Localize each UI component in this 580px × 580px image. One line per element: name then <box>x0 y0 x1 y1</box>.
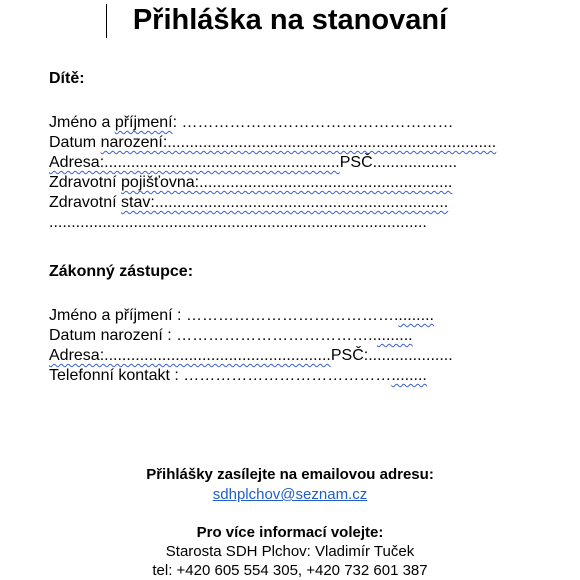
info-label: Pro více informací volejte: <box>196 524 384 541</box>
guardian-section-heading: Zákonný zástupce: <box>49 263 194 280</box>
child-insurance-field[interactable]: Zdravotní pojišťovna:......................................................... <box>49 174 453 191</box>
guardian-name-field[interactable]: Jméno a příjmení : …………………………………......... <box>49 307 434 324</box>
guardian-birthdate-field[interactable]: Datum narození : ……………………………….......... <box>49 327 413 344</box>
child-health-field[interactable]: Zdravotní stav:.................................................................. <box>49 194 449 211</box>
contact-phones: tel: +420 605 554 305, +420 732 601 387 <box>152 562 428 579</box>
child-health-extra-line[interactable]: ..................................................................................... <box>49 214 427 231</box>
guardian-phone-field[interactable]: Telefonní kontakt : …………………………………........ <box>49 367 427 384</box>
email-link[interactable]: sdhplchov@seznam.cz <box>212 486 368 503</box>
page-title: Přihláška na stanovaní <box>132 4 448 36</box>
guardian-address-field[interactable]: Adresa:...................................................PSČ:................... <box>49 347 453 364</box>
send-instructions: Přihlášky zasílejte na emailovou adresu: <box>146 466 434 483</box>
contact-person: Starosta SDH Plchov: Vladimír Tuček <box>165 543 415 560</box>
child-address-field[interactable]: Adresa:.....................................................PSČ................... <box>49 154 458 171</box>
child-name-field[interactable]: Jméno a příjmení: …………………………………………… <box>49 114 454 131</box>
email-link-row <box>0 485 580 504</box>
child-section-heading: Dítě: <box>49 70 85 87</box>
child-birthdate-field[interactable]: Datum narození:.......................................................................... <box>49 134 497 151</box>
